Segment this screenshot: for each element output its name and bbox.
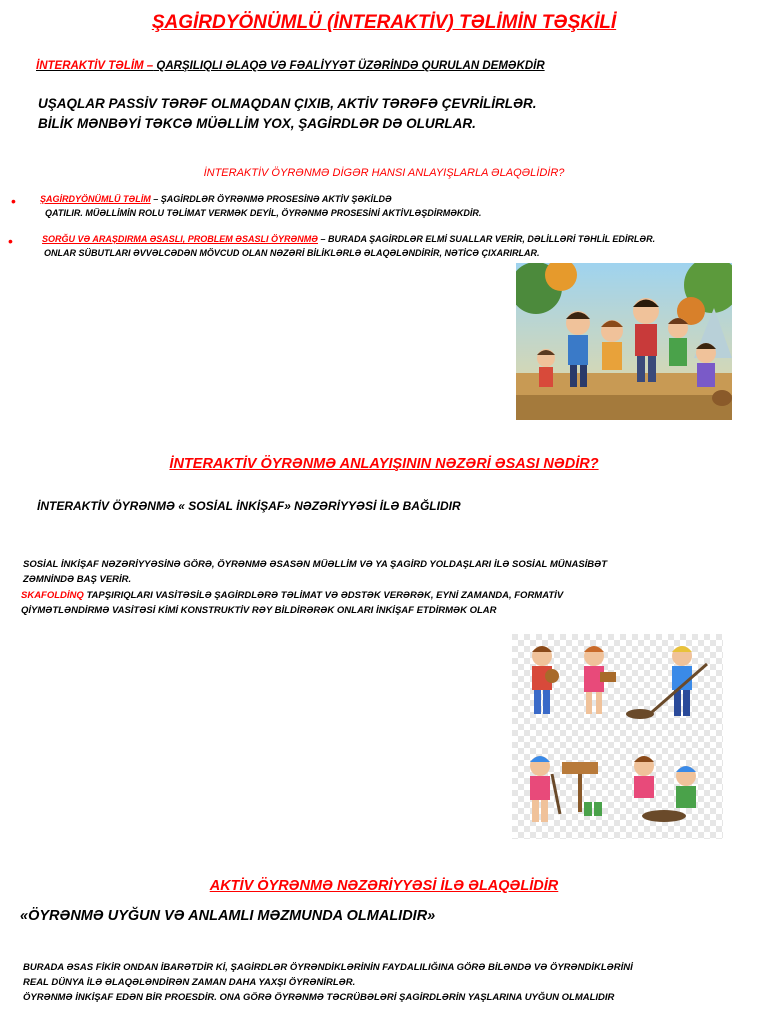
bullet-2-term: SORĞU VƏ ARAŞDIRMA ƏSASLI, PROBLEM ƏSASLI ÖYRƏNMƏ (42, 234, 318, 244)
scaffolding-text: TAPŞIRIQLARI VASİTƏSİLƏ ŞAGİRDLƏRƏ TƏLİMAT VƏ ƏDSTƏK VERƏRƏK, EYNİ ZAMANDA, FORMATİV (83, 590, 564, 601)
definition-term: İNTERAKTİV TƏLİM – (36, 60, 154, 72)
bullet-mark-1: • (11, 193, 16, 209)
final-line-1: BURADA ƏSAS FİKİR ONDAN İBARƏTDİR Kİ, ŞAGİRDLƏR ÖYRƏNDİKLƏRİNİN FAYDALILIĞINA GÖRƏ BİLƏNDƏ VƏ ÖYRƏNDİKLƏRİNİ (23, 962, 633, 973)
bullet-mark-2: • (8, 233, 13, 249)
bullet-1-text: – ŞAGİRDLƏR ÖYRƏNMƏ PROSESİNƏ AKTİV ŞƏKİLDƏ (150, 194, 392, 204)
theory-line: İNTERAKTİV ÖYRƏNMƏ « SOSİAL İNKİŞAF» NƏZƏRİYYƏSİ İLƏ BAĞLIDIR (37, 499, 461, 513)
bullet-2-text: – BURADA ŞAGİRDLƏR ELMİ SUALLAR VERİR, DƏLİLLƏRİ TƏHLİL EDİRLƏR. (318, 234, 656, 244)
social-dev-line-2: ZƏMNİNDƏ BAŞ VERİR. (23, 574, 132, 585)
definition-text: QARŞILIQLI ƏLAQƏ VƏ FƏALİYYƏT ÜZƏRİNDƏ QURULAN DEMƏKDİR (153, 60, 545, 72)
children-playing-image (516, 263, 732, 420)
question-theory: İNTERAKTİV ÖYRƏNMƏ ANLAYIŞININ NƏZƏRİ ƏSASI NƏDİR? (169, 456, 599, 472)
bullet-2-line-2: ONLAR SÜBUTLARI ƏVVƏLCƏDƏN MÖVCUD OLAN NƏZƏRİ BİLİKLƏRLƏ ƏLAQƏLƏNDİRİR, NƏTİCƏ ÇIXARIRLAR. (44, 248, 540, 258)
bullet-1-line-1 (40, 194, 392, 204)
scaffolding-term: SKAFOLDİNQ (21, 590, 84, 601)
bullet-1-term: ŞAGİRDYÖNÜMLÜ TƏLİM (40, 194, 151, 204)
active-learning-title: AKTİV ÖYRƏNMƏ NƏZƏRİYYƏSİ İLƏ ƏLAQƏLİDİR (209, 878, 559, 894)
lead-line-2: BİLİK MƏNBƏYİ TƏKCƏ MÜƏLLİM YOX, ŞAGİRDLƏR DƏ OLURLAR. (38, 116, 476, 131)
scaffolding-line-1 (21, 590, 563, 601)
active-learning-quote: «ÖYRƏNMƏ UYĞUN VƏ ANLAMLI MƏZMUNDA OLMALIDIR» (20, 908, 436, 924)
social-dev-line-1: SOSİAL İNKİŞAF NƏZƏRİYYƏSİNƏ GÖRƏ, ÖYRƏNMƏ ƏSASƏN MÜƏLLİM VƏ YA ŞAGİRD YOLDAŞLARI İLƏ SOSİAL MÜNASİBƏT (23, 559, 608, 570)
bullet-1-line-2: QATILIR. MÜƏLLİMİN ROLU TƏLİMAT VERMƏK DEYİL, ÖYRƏNMƏ PROSESİNİ AKTİVLƏŞDİRMƏKDİR. (45, 208, 482, 218)
question-related: İNTERAKTİV ÖYRƏNMƏ DİGƏR HANSI ANLAYIŞLARLA ƏLAQƏLİDİR? (203, 167, 565, 179)
bullet-2-line-1 (42, 234, 655, 244)
page-title: ŞAGİRDYÖNÜMLÜ (İNTERAKTİV) TƏLİMİN TƏŞKİLİ (151, 12, 617, 33)
final-line-3: ÖYRƏNMƏ İNKİŞAF EDƏN BİR PROESDİR. ONA GÖRƏ ÖYRƏNMƏ TƏCRÜBƏLƏRİ ŞAGİRDLƏRİN YAŞLARINA UYĞUN OLMALIDIR (23, 992, 615, 1003)
children-gardening-image (512, 634, 723, 839)
lead-line-1: UŞAQLAR PASSİV TƏRƏF OLMAQDAN ÇIXIB, AKTİV TƏRƏFƏ ÇEVRİLİRLƏR. (38, 96, 537, 111)
scaffolding-line-2: QİYMƏTLƏNDİRMƏ VASİTƏSİ KİMİ KONSTRUKTİV RƏY BİLDİRƏRƏK ONLARI İNKİŞAF ETDİRMƏK OLAR (21, 605, 497, 616)
final-line-2: REAL DÜNYA İLƏ ƏLAQƏLƏNDİRƏN ZAMAN DAHA YAXŞI ÖYRƏNİRLƏR. (23, 977, 356, 988)
definition-line (36, 60, 545, 72)
